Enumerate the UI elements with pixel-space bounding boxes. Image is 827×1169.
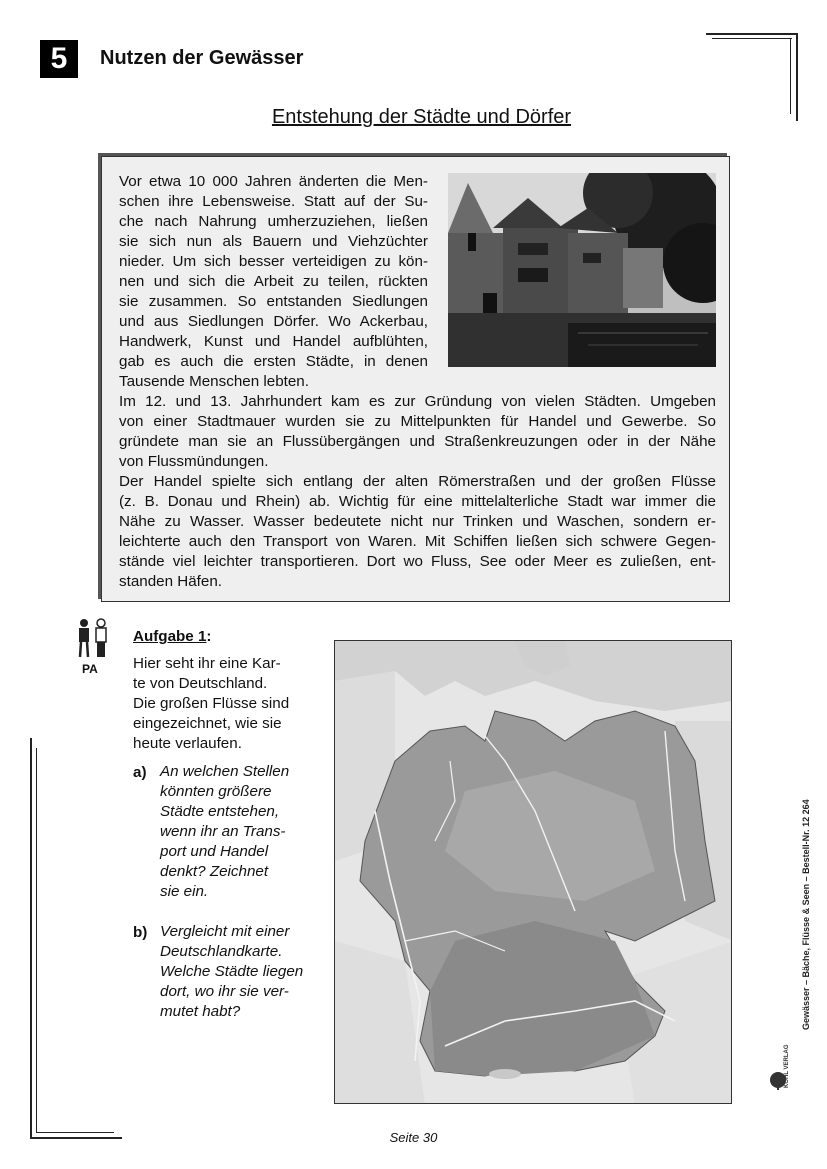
text-line: Im 12. und 13. Jahrhundert kam es zur Gründung von vielen Städten. Umgeben (119, 393, 716, 410)
subtask-a-line: Städte entstehen, (160, 803, 280, 820)
text-line: stände viel leichter transportieren. Dort wo Fluss, See oder Meer es zuließen, ent- (119, 553, 716, 570)
subtask-b-label: b) (133, 924, 148, 941)
text-line: (z. B. Donau und Rhein) ab. Wichtig für eine mittelalterliche Stadt war immer die (119, 493, 716, 510)
subtask-b-line: Welche Städte liegen (160, 963, 304, 980)
text-line: schen ihre Lebensweise. Statt auf der Su- (119, 193, 428, 210)
frame-line (36, 748, 37, 1132)
subtask-a-line: wenn ihr an Trans- (160, 823, 286, 840)
subtask-a-line: denkt? Zeichnet (160, 863, 269, 880)
text-line: Tausende Menschen lebten. (119, 373, 309, 390)
task-intro-line: te von Deutschland. (133, 675, 268, 692)
text-line: gründete man sie an Flussübergängen und Straßenkreuzungen oder in der Nähe (119, 433, 716, 450)
chapter-title: Nutzen der Gewässer (100, 47, 304, 69)
page-number: Seite 30 (389, 1130, 438, 1145)
text-line: Vor etwa 10 000 Jahren änderten die Men- (119, 173, 428, 190)
germany-map-image (335, 641, 732, 1104)
text-line: Der Handel spielte sich entlang der alten Römerstraßen und der großen Flüsse (119, 473, 716, 490)
partner-work-icon (72, 617, 112, 661)
chapter-number: 5 (40, 40, 78, 78)
text-line: gab es auch die ersten Städte, in denen (119, 353, 428, 370)
partner-work-label: PA (82, 662, 98, 676)
text-line: leichterte auch den Transport von Waren. Mit Schiffen ließen sich schwere Gegen- (119, 533, 716, 550)
task-heading-text: Aufgabe 1 (133, 628, 207, 645)
svg-text:KOHL VERLAG: KOHL VERLAG (784, 1044, 790, 1088)
text-line: che nach Nahrung umherzuziehen, ließen (119, 213, 428, 230)
publisher-logo (768, 1040, 798, 1090)
text-line: von einer Stadtmauer wurden sie zu Mittelpunkten für Handel und Gewerbe. So (119, 413, 716, 430)
subtask-b-line: Vergleicht mit einer (160, 923, 290, 940)
order-info-vertical: Gewässer – Bäche, Flüsse & Seen – Bestell-Nr. 12 264 (801, 799, 811, 1030)
subtask-a-label: a) (133, 764, 147, 781)
subtask-b-line: mutet habt? (160, 1003, 241, 1020)
frame-line (706, 33, 798, 35)
text-line: nieder. Um sich besser verteidigen zu kön- (119, 253, 428, 270)
photo-image (448, 173, 716, 367)
task-heading-colon: : (206, 628, 212, 645)
subtask-b-line: dort, wo ihr sie ver- (160, 983, 289, 1000)
frame-line (790, 38, 791, 114)
text-line: Nähe zu Wasser. Wasser bedeutete nicht nur Trinken und Waschen, sondern er- (119, 513, 716, 530)
text-line: nen und sich die Arbeit zu teilen, rückten (119, 273, 428, 290)
text-line: sie sich nun als Bauern und Viehzüchter (119, 233, 428, 250)
task-intro-line: heute verlaufen. (133, 735, 242, 752)
task-heading (133, 628, 211, 645)
task-intro-line: eingezeichnet, wie sie (133, 715, 282, 732)
old-town-photo (448, 173, 716, 367)
section-title: Entstehung der Städte und Dörfer (271, 106, 572, 128)
task-intro-line: Hier seht ihr eine Kar- (133, 655, 281, 672)
frame-line (30, 738, 32, 1138)
subtask-a-line: port und Handel (160, 843, 269, 860)
task-intro-line: Die großen Flüsse sind (133, 695, 290, 712)
text-line: Handwerk, Kunst und Handel aufblühten, (119, 333, 428, 350)
germany-map (334, 640, 732, 1104)
text-line: von Flussmündungen. (119, 453, 269, 470)
text-line: standen Häfen. (119, 573, 223, 590)
frame-line (712, 38, 792, 39)
text-line: und aus Siedlungen Dörfer. Wo Ackerbau, (119, 313, 428, 330)
subtask-a-line: sie ein. (160, 883, 209, 900)
subtask-a-line: könnten größere (160, 783, 272, 800)
subtask-a-line: An welchen Stellen (160, 763, 290, 780)
subtask-b-line: Deutschlandkarte. (160, 943, 283, 960)
text-line: sie zusammen. So entstanden Siedlungen (119, 293, 428, 310)
